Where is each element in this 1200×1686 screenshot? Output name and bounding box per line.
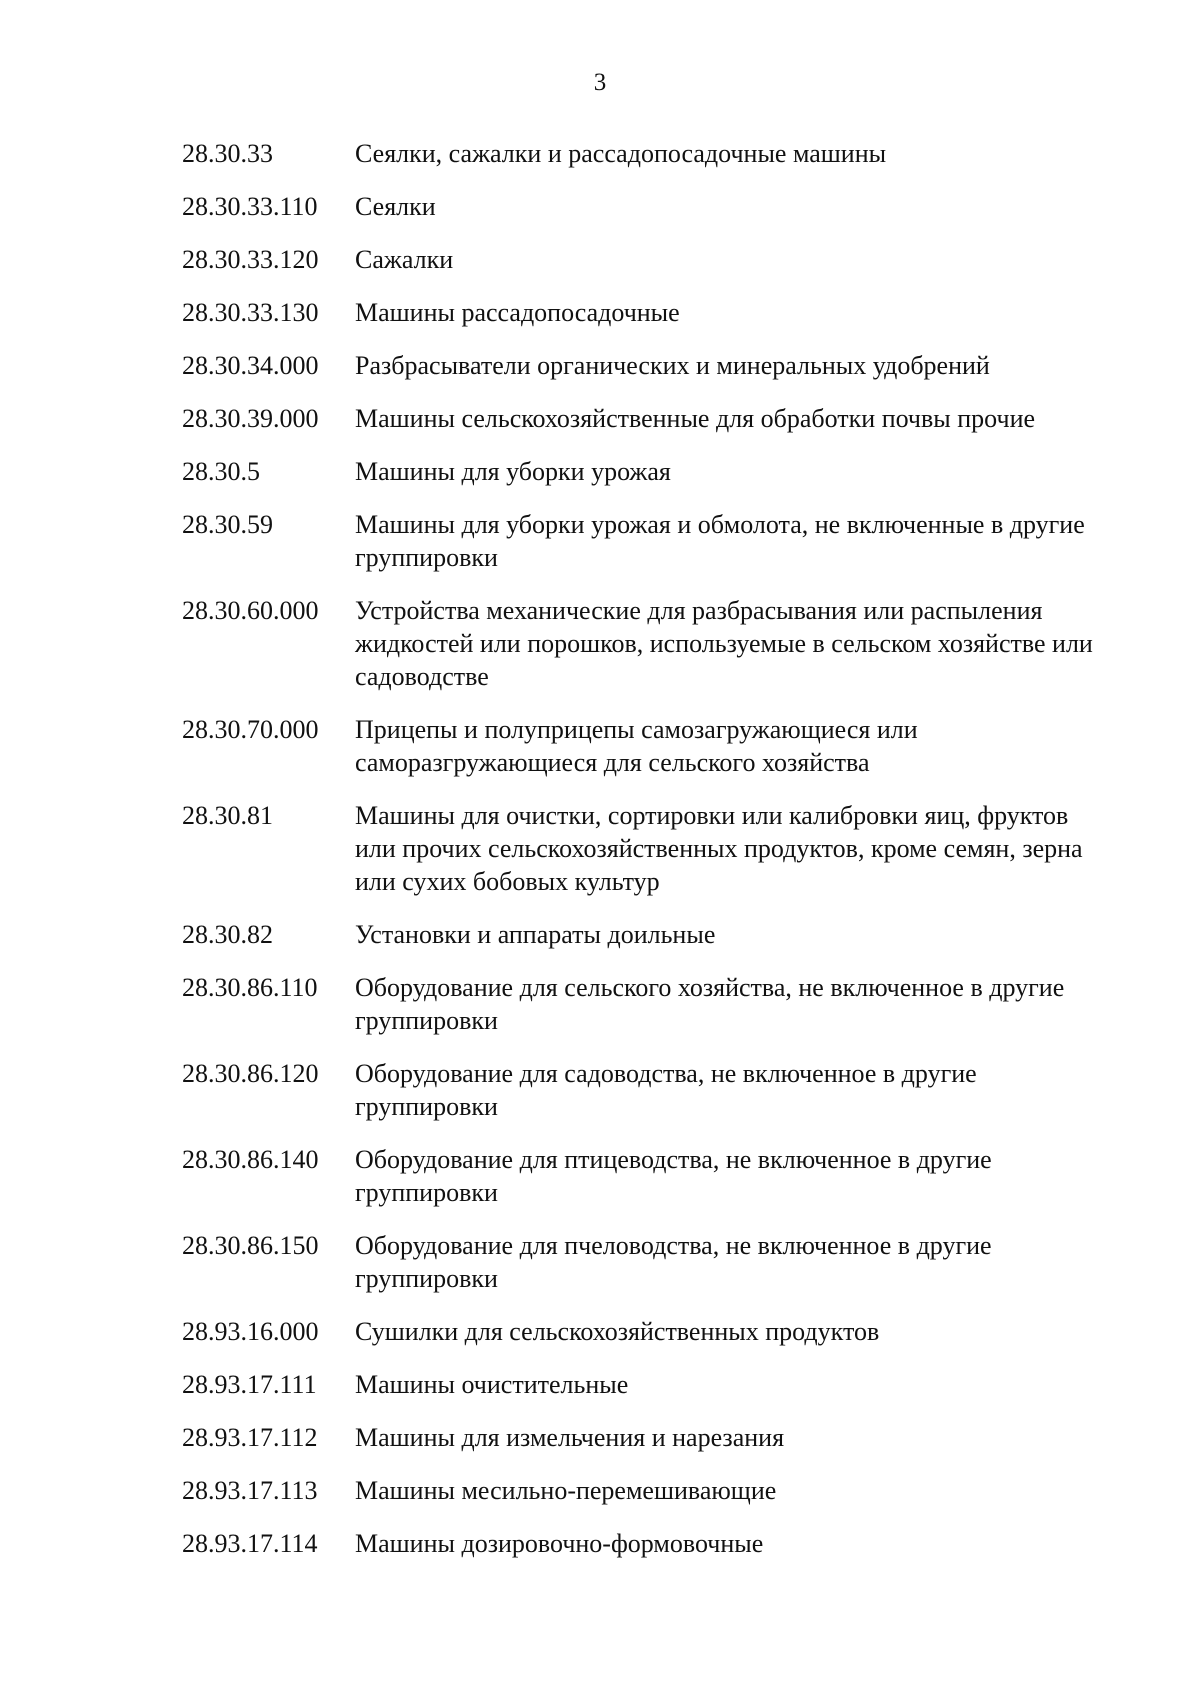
entry-code: 28.93.17.113 <box>182 1476 318 1505</box>
list-item <box>182 137 1112 170</box>
entry-code: 28.93.17.111 <box>182 1370 317 1399</box>
entry-code: 28.30.82 <box>182 920 273 949</box>
entry-description: Оборудование для пчеловодства, не включенное в другие группировки <box>355 1231 992 1293</box>
entry-description: Машины для измельчения и нарезания <box>355 1423 785 1452</box>
entry-code: 28.30.39.000 <box>182 404 319 433</box>
list-item <box>182 508 1112 574</box>
classification-list <box>182 137 1112 1580</box>
list-item <box>182 1315 1112 1348</box>
list-item <box>182 799 1112 898</box>
entry-description: Сажалки <box>355 245 454 274</box>
entry-description: Машины сельскохозяйственные для обработки почвы прочие <box>355 404 1036 433</box>
list-item <box>182 190 1112 223</box>
entry-description: Сушилки для сельскохозяйственных продуктов <box>355 1317 880 1346</box>
list-item <box>182 713 1112 779</box>
entry-code: 28.30.86.140 <box>182 1145 319 1174</box>
entry-code: 28.30.81 <box>182 801 273 830</box>
entry-code: 28.93.17.112 <box>182 1423 318 1452</box>
entry-code: 28.30.59 <box>182 510 273 539</box>
list-item <box>182 455 1112 488</box>
list-item <box>182 1057 1112 1123</box>
entry-code: 28.93.17.114 <box>182 1529 318 1558</box>
entry-code: 28.93.16.000 <box>182 1317 319 1346</box>
entry-description: Устройства механические для разбрасывания или распыления жидкостей или порошков, используемые в сельском хозяйстве или садоводстве <box>355 596 1093 691</box>
list-item <box>182 971 1112 1037</box>
list-item <box>182 402 1112 435</box>
entry-description: Машины месильно-перемешивающие <box>355 1476 777 1505</box>
entry-description: Сеялки <box>355 192 436 221</box>
entry-description: Машины дозировочно-формовочные <box>355 1529 764 1558</box>
list-item <box>182 1143 1112 1209</box>
entry-code: 28.30.86.120 <box>182 1059 319 1088</box>
entry-code: 28.30.33 <box>182 139 273 168</box>
entry-description: Прицепы и полуприцепы самозагружающиеся или саморазгружающиеся для сельского хозяйства <box>355 715 918 777</box>
entry-code: 28.30.34.000 <box>182 351 319 380</box>
list-item <box>182 296 1112 329</box>
list-item <box>182 1229 1112 1295</box>
entry-description: Оборудование для садоводства, не включенное в другие группировки <box>355 1059 977 1121</box>
entry-description: Разбрасыватели органических и минеральных удобрений <box>355 351 990 380</box>
list-item <box>182 918 1112 951</box>
list-item <box>182 243 1112 276</box>
entry-description: Машины очистительные <box>355 1370 629 1399</box>
entry-code: 28.30.86.150 <box>182 1231 319 1260</box>
entry-description: Машины для уборки урожая и обмолота, не включенные в другие группировки <box>355 510 1085 572</box>
entry-code: 28.30.60.000 <box>182 596 319 625</box>
entry-description: Установки и аппараты доильные <box>355 920 716 949</box>
list-item <box>182 1421 1112 1454</box>
list-item <box>182 349 1112 382</box>
entry-code: 28.30.33.110 <box>182 192 318 221</box>
page-number: 3 <box>593 69 607 96</box>
list-item <box>182 1474 1112 1507</box>
entry-code: 28.30.5 <box>182 457 260 486</box>
list-item <box>182 1368 1112 1401</box>
list-item <box>182 594 1112 693</box>
entry-code: 28.30.33.120 <box>182 245 319 274</box>
entry-description: Машины рассадопосадочные <box>355 298 680 327</box>
entry-description: Оборудование для птицеводства, не включенное в другие группировки <box>355 1145 992 1207</box>
entry-code: 28.30.33.130 <box>182 298 319 327</box>
entry-code: 28.30.86.110 <box>182 973 318 1002</box>
entry-description: Машины для очистки, сортировки или калибровки яиц, фруктов или прочих сельскохозяйственных продуктов, кроме семян, зерна или сухих бобовых культур <box>355 801 1083 896</box>
entry-description: Оборудование для сельского хозяйства, не включенное в другие группировки <box>355 973 1065 1035</box>
list-item <box>182 1527 1112 1560</box>
entry-description: Сеялки, сажалки и рассадопосадочные машины <box>355 139 887 168</box>
entry-description: Машины для уборки урожая <box>355 457 671 486</box>
entry-code: 28.30.70.000 <box>182 715 319 744</box>
